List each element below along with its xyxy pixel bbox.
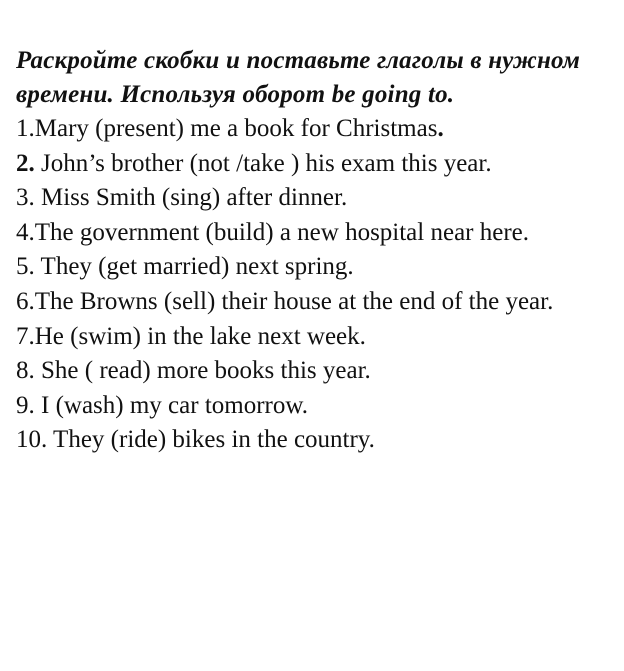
exercise-number: 2.	[16, 149, 35, 177]
instruction-heading: Раскройте скобки и поставьте глаголы в нужном времени. Используя оборот be going to.	[16, 47, 581, 108]
exercise-item-9	[16, 389, 616, 424]
exercise-end-mark: .	[437, 115, 444, 142]
exercise-text: They (ride) bikes in the country.	[47, 426, 375, 454]
exercise-text: The Browns (sell) their house at the end of the year.	[34, 287, 554, 315]
exercise-item-4	[16, 216, 616, 251]
exercise-number: 9.	[16, 391, 35, 419]
exercise-text: Mary (present) me a book for Christmas	[34, 115, 438, 142]
exercise-item-7	[16, 320, 616, 355]
exercise-number: 5.	[16, 253, 35, 281]
exercise-item-8	[16, 354, 616, 389]
exercise-list	[16, 112, 616, 458]
exercise-text: Miss Smith (sing) after dinner.	[34, 184, 348, 212]
exercise-text: The government (build) a new hospital near here.	[34, 218, 530, 246]
exercise-item-1	[16, 112, 616, 147]
exercise-text: John’s brother (not /take ) his exam this year.	[34, 149, 492, 177]
worksheet	[16, 44, 616, 458]
exercise-text: He (swim) in the lake next week.	[34, 322, 366, 350]
exercise-item-2	[16, 147, 616, 182]
exercise-item-5	[16, 250, 616, 285]
exercise-text: They (get married) next spring.	[34, 253, 354, 281]
exercise-number: 3.	[16, 184, 35, 212]
exercise-number: 4.	[16, 218, 35, 246]
exercise-number: 8.	[16, 357, 35, 385]
exercise-item-3	[16, 181, 616, 216]
exercise-number: 6.	[16, 287, 35, 315]
exercise-item-6	[16, 285, 616, 320]
exercise-number: 1.	[16, 115, 35, 142]
exercise-number: 7.	[16, 322, 35, 350]
exercise-item-10	[16, 423, 616, 458]
exercise-text: She ( read) more books this year.	[34, 357, 371, 385]
exercise-text: I (wash) my car tomorrow.	[34, 391, 309, 419]
exercise-number: 10.	[16, 426, 48, 454]
